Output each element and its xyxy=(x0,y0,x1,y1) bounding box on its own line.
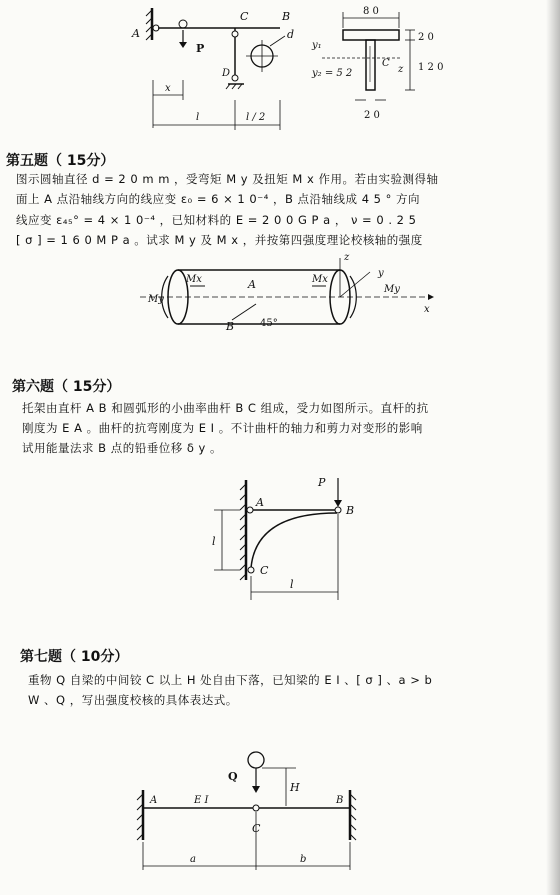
q5-label-Mx-right: Mx xyxy=(312,274,328,285)
q7-label-A: A xyxy=(150,795,158,806)
q5-label-A: A xyxy=(248,278,256,291)
dim-120: 1 2 0 xyxy=(418,62,444,73)
label-D: D xyxy=(222,68,231,79)
q7-label-C: C xyxy=(252,822,261,835)
q7-label-B: B xyxy=(336,795,344,806)
q7-label-b: b xyxy=(300,854,307,865)
scan-edge-shadow xyxy=(546,0,560,895)
q6-label-l-vert: l xyxy=(212,535,216,548)
label-B: B xyxy=(282,10,291,23)
label-d: d xyxy=(287,28,295,41)
q7-label-EI: E I xyxy=(194,795,209,806)
dim-20a: 2 0 xyxy=(418,32,434,43)
q5-heading: 第五题（ 15分） xyxy=(6,153,115,169)
q5-label-Mx-left: Mx xyxy=(186,274,202,285)
q7-heading: 第七题（ 10分） xyxy=(20,649,129,665)
q5-label-y: y xyxy=(378,268,384,279)
label-Cz: C xyxy=(382,58,390,69)
q5-label-B: B xyxy=(226,320,235,333)
dim-80: 8 0 xyxy=(363,6,379,17)
dim-l: l xyxy=(196,112,200,123)
q5-line-3: 线应变 ε₄₅° = 4 × 1 0⁻⁴ ，已知材料的 E = 2 0 0 G P a ， ν = 0 . 2 5 xyxy=(16,213,417,227)
q6-label-l-horiz: l xyxy=(290,578,294,591)
label-y1: y₁ xyxy=(312,40,322,51)
q5-line-1: 图示圆轴直径 d = 2 0 m m ，受弯矩 M y 及扭矩 M x 作用。若由实验测得轴 xyxy=(16,172,439,186)
q7-label-Q: Q xyxy=(228,770,238,783)
q7-label-H: H xyxy=(290,781,300,794)
q5-line-4: [ σ ] = 1 6 0 M P a 。试求 M y 及 M x ，并按第四强度理论校核轴的强度 xyxy=(16,233,423,247)
dim-l2: l / 2 xyxy=(246,112,266,123)
q7-label-a: a xyxy=(190,854,196,865)
q5-label-My-left: My xyxy=(148,294,164,305)
q6-label-B: B xyxy=(346,504,355,517)
q6-line-3: 试用能量法求 B 点的铅垂位移 δ y 。 xyxy=(22,441,223,455)
q6-label-C: C xyxy=(260,564,269,577)
dim-x: x xyxy=(165,83,171,94)
figure-beam-tsection xyxy=(0,0,560,140)
q5-label-z: z xyxy=(344,252,350,263)
label-C: C xyxy=(240,10,249,23)
q6-line-1: 托架由直杆 A B 和圆弧形的小曲率曲杆 B C 组成，受力如图所示。直杆的抗 xyxy=(22,401,429,415)
q6-label-P: P xyxy=(318,476,326,489)
label-z: z xyxy=(398,64,404,75)
q6-line-2: 刚度为 E A 。曲杆的抗弯刚度为 E I 。不计曲杆的轴力和剪力对变形的影响 xyxy=(22,421,423,435)
q7-line-1: 重物 Q 自梁的中间铰 C 以上 H 处自由下落，已知梁的 E I 、[ σ ] 、a > b xyxy=(28,673,433,687)
label-P: P xyxy=(196,42,205,55)
q5-label-My-right: My xyxy=(384,284,400,295)
q5-line-2: 面上 A 点沿轴线方向的线应变 ε₀ = 6 × 1 0⁻⁴ ，B 点沿轴线成 4 5 ° 方向 xyxy=(16,192,421,206)
label-A: A xyxy=(132,27,140,40)
dim-20b: 2 0 xyxy=(364,110,380,121)
label-y2: y₂ = 5 2 xyxy=(312,68,353,79)
q5-label-angle: 45° xyxy=(260,318,278,329)
q6-heading: 第六题（ 15分） xyxy=(12,379,121,395)
q6-label-A: A xyxy=(256,496,264,509)
q7-line-2: W 、Q ，写出强度校核的具体表达式。 xyxy=(28,693,238,707)
q5-label-x: x xyxy=(424,304,430,315)
